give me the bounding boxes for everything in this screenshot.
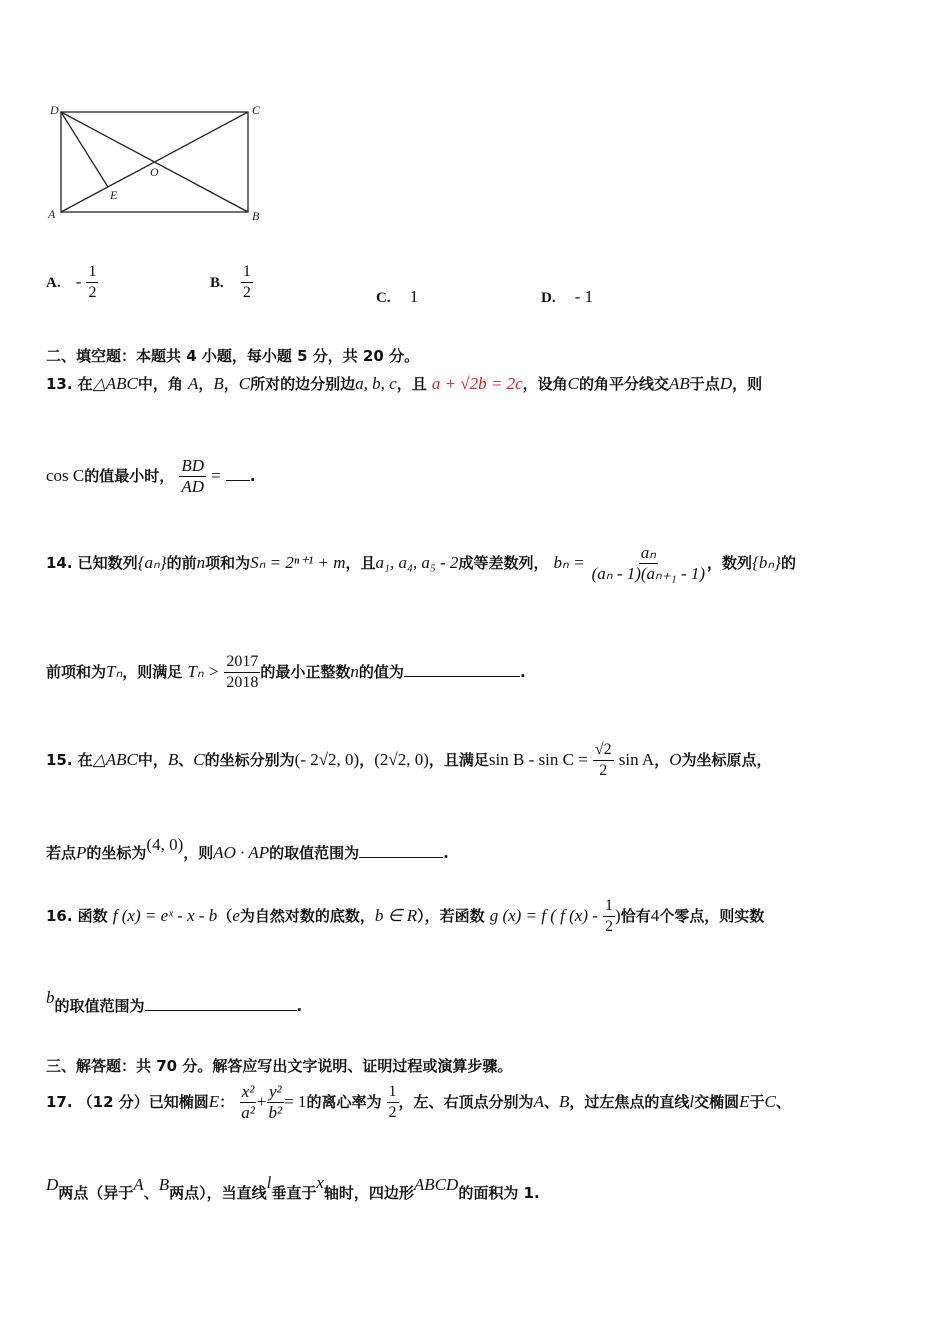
q14-tn: Tₙ <box>106 662 123 681</box>
q17-text: 两点（异于 <box>58 1184 134 1202</box>
q14-inequality: Tₙ > <box>187 662 220 681</box>
q14-text: ，则满足 <box>122 663 183 681</box>
q15-text: 中， <box>137 751 168 769</box>
q13-condition: a + √2b = 2c <box>431 374 523 393</box>
label-o: O <box>150 165 159 179</box>
q15-text: ，则 <box>183 844 214 862</box>
q13-var-c: C <box>238 374 251 393</box>
q16-fraction: $\frac{1}{2}$ <box>605 897 614 935</box>
q14-var-n: n <box>350 662 359 681</box>
q16-var-b: b <box>46 988 55 1007</box>
q15-answer-blank[interactable] <box>359 843 443 858</box>
option-c-key: C. <box>376 290 391 306</box>
q17-ellipse-e: E <box>739 1092 750 1111</box>
q15-dot-product: AO · AP <box>213 843 270 862</box>
option-d-value: - 1 <box>574 287 594 306</box>
q15-triangle: △ABC <box>92 750 138 769</box>
q15-equation-left: sin B - sin C = <box>488 750 588 769</box>
segment-de <box>61 112 108 187</box>
q15-line1: 15. 在△ABC中，B、C的坐标分别为(- 2√2, 0)，(2√2, 0)，且满足sin B - sin C = $\frac{√2}{2}$ sin A，O为坐标原点， <box>46 741 772 779</box>
q14-sequence-b: {bₙ} <box>752 553 781 572</box>
q14-text: 前项和为 <box>46 663 107 681</box>
q13-line1: 13. 在△ABC中，角 A，B，C所对的边分别边a, b, c，且 a + √2b = 2c，设角C的角平分线交AB于点D，则 <box>46 374 763 393</box>
q14-sum-formula: Sₙ = 2ⁿ⁺¹ + m <box>250 553 346 572</box>
label-a: A <box>48 207 56 221</box>
q14-bn: bₙ = <box>553 553 585 572</box>
q17-axis-x: x <box>316 1173 324 1192</box>
q17-text: 的面积为 1. <box>458 1184 540 1202</box>
q17-ellipse-e: E <box>208 1092 220 1111</box>
q15-point-b: B <box>167 750 179 769</box>
q17-text: 轴时，四边形 <box>323 1184 414 1202</box>
q15-coord-c: (2√2, 0) <box>374 750 429 769</box>
q17-line-l: l <box>689 1092 695 1111</box>
q16-number: 16. <box>46 907 73 925</box>
q13-var-c: C <box>567 374 579 393</box>
q17-line2: D两点（异于A、B两点），当直线l垂直于x轴时，四边形ABCD的面积为 1. <box>46 1173 540 1202</box>
q17-y-fraction: $\frac{\text{y²}}{\text{b²}}$ <box>268 1082 283 1122</box>
q14-text: 的前 <box>166 554 197 572</box>
label-c: C <box>252 103 261 117</box>
q17-text: 交椭圆 <box>694 1093 740 1111</box>
q14-line1 <box>46 543 796 584</box>
q16-text: ），若函数 <box>417 907 485 925</box>
q15-text: 的取值范围为 <box>269 844 360 862</box>
q13-triangle: △ABC <box>92 374 138 393</box>
option-d[interactable] <box>541 287 593 307</box>
q15-text: 在 <box>77 751 93 769</box>
q16-function-f: f (x) = eˣ - x - b <box>112 906 218 925</box>
q17-point-a: A <box>133 1175 144 1194</box>
rectangle-figure <box>44 98 274 226</box>
q14-bn-fraction: $\frac{\text{aₙ}}{\text{(aₙ - 1)(aₙ₊₁ - 1)}}$ <box>591 543 706 583</box>
option-a[interactable] <box>46 262 98 303</box>
q14-text: 项和为 <box>205 554 251 572</box>
q13-fraction: $\frac{BD}{AD}$ <box>181 456 205 496</box>
q17-text: 两点），当直线 <box>169 1184 267 1202</box>
q15-text: 为坐标原点， <box>681 751 772 769</box>
option-b-fraction: $\frac{1}{2}$ <box>242 263 251 301</box>
q14-answer-blank[interactable] <box>404 662 520 677</box>
q15-coord-b: (- 2√2, 0) <box>294 750 360 769</box>
q15-point-p: P <box>76 843 87 862</box>
q13-var-a: A <box>187 374 199 393</box>
q16-four: 4 <box>650 906 660 925</box>
q17-text: 垂直于 <box>271 1184 317 1202</box>
q17-point-d: D <box>46 1175 59 1194</box>
q15-origin: O <box>669 750 682 769</box>
q16-function-g: g (x) = f ( f (x) - <box>489 906 598 925</box>
q15-coord-p: (4, 0) <box>146 835 184 854</box>
q14-text: 成等差数列， <box>458 554 549 572</box>
q15-line2: 若点P的坐标为(4, 0)，则AO · AP的取值范围为 . <box>46 835 449 862</box>
label-b: B <box>252 209 260 223</box>
q17-number: 17. <box>46 1093 73 1111</box>
option-c[interactable] <box>376 287 418 307</box>
q13-text: 中，角 <box>137 375 183 393</box>
q14-sequence-a: {aₙ} <box>137 553 167 572</box>
q16-text: 的取值范围为 <box>54 997 145 1015</box>
q15-text: 的坐标为 <box>86 844 147 862</box>
q13-segment-ab: AB <box>669 374 690 393</box>
q16-text: 函数 <box>77 907 108 925</box>
q13-text: 所对的边分别边 <box>250 375 356 393</box>
q14-text: ，且 <box>345 554 376 572</box>
q13-cos: cos C <box>46 466 85 485</box>
q14-terms: a₁, a₄, a₅ - 2 <box>375 553 459 572</box>
option-a-sign: - <box>75 272 82 291</box>
q13-text: ，设角 <box>522 375 568 393</box>
q17-text: （12 分）已知椭圆 <box>77 1093 209 1111</box>
q14-text: ，数列 <box>707 554 753 572</box>
option-d-key: D. <box>541 290 556 306</box>
q17-text: ，左、右顶点分别为 <box>398 1093 534 1111</box>
q14-var-n: n <box>196 553 206 572</box>
q16-b-in-r: b ∈ R <box>374 906 418 925</box>
q14-line2: 前项和为Tₙ，则满足 Tₙ > $\frac{2017}{2018}$ 的最小正整数n的值为 . <box>46 653 526 691</box>
q16-var-e: e <box>232 906 240 925</box>
q17-text: 于 <box>749 1093 765 1111</box>
q16-line2: b的取值范围为 . <box>46 988 303 1015</box>
option-b[interactable] <box>210 262 253 303</box>
q16-answer-blank[interactable] <box>145 996 297 1011</box>
q15-equation-right: sin A <box>618 750 655 769</box>
q13-answer-blank[interactable] <box>226 466 250 481</box>
q13-sides: a, b, c <box>355 374 397 393</box>
q13-line2: cos C的值最小时， $\frac{BD}{AD}$ = . <box>46 456 256 496</box>
q15-text: 若点 <box>46 844 77 862</box>
q17-point-b: B <box>158 1175 170 1194</box>
q17-line1: 17. （12 分）已知椭圆E： $\frac{\text{x²}}{\text{a²}}$ + $\frac{\text{y²}}{\text{b²}}$ = 1的离心率为 $\frac{1}{2}$ ，左、右顶点分别为A、B，过左焦点的直线l交椭圆E于C、 <box>46 1082 791 1122</box>
q13-equals: = <box>211 466 221 485</box>
option-a-key: A. <box>46 275 61 291</box>
option-c-value: 1 <box>409 287 419 306</box>
option-b-key: B. <box>210 275 224 291</box>
q14-number: 14. <box>46 554 73 572</box>
label-d: D <box>50 103 59 117</box>
section3-heading: 三、解答题：共 70 分。解答应写出文字说明、证明过程或演算步骤。 <box>46 1057 513 1075</box>
q16-text: 为自然对数的底数， <box>239 907 375 925</box>
q17-point-c: C <box>764 1092 776 1111</box>
q16-text: 恰有 <box>620 907 651 925</box>
q15-number: 15. <box>46 751 73 769</box>
q14-ineq-fraction: $\frac{2017}{2018}$ <box>226 653 259 691</box>
option-a-fraction: $\frac{1}{2}$ <box>88 263 97 301</box>
q13-text: 的值最小时， <box>84 467 175 485</box>
q13-text: 在 <box>77 375 93 393</box>
q17-eccentricity: $\frac{1}{2}$ <box>388 1083 397 1121</box>
q13-var-b: B <box>213 374 224 393</box>
q17-quadrilateral: ABCD <box>413 1175 459 1194</box>
q14-text: 的最小正整数 <box>260 663 351 681</box>
q13-number: 13. <box>46 375 73 393</box>
q16-line1: 16. 函数 f (x) = eˣ - x - b（e为自然对数的底数，b ∈ R），若函数 g (x) = f ( f (x) - $\frac{1}{2}$ )恰有4个零点，则实数 <box>46 897 765 935</box>
q17-text: 的离心率为 <box>306 1093 382 1111</box>
q14-text: 的 <box>780 554 796 572</box>
q17-line-l: l <box>266 1173 272 1192</box>
q17-x-fraction: $\frac{\text{x²}}{\text{a²}}$ <box>241 1082 255 1122</box>
q16-text: 个零点，则实数 <box>659 907 765 925</box>
q13-text: ，且 <box>396 375 427 393</box>
q13-point-d: D <box>719 374 733 393</box>
q15-point-c: C <box>193 750 205 769</box>
q13-text: ，则 <box>732 375 763 393</box>
q13-text: 的角平分线交 <box>579 375 670 393</box>
q17-text: ，过左焦点的直线 <box>569 1093 690 1111</box>
q14-text: 的值为 <box>358 663 404 681</box>
q13-text: 于点 <box>689 375 720 393</box>
q17-point-a: A <box>533 1092 544 1111</box>
q15-text: 的坐标分别为 <box>204 751 295 769</box>
q14-text: 已知数列 <box>77 554 138 572</box>
q15-fraction: $\frac{√2}{2}$ <box>594 741 612 779</box>
q15-text: ，且满足 <box>428 751 489 769</box>
section2-heading: 二、填空题：本题共 4 小题，每小题 5 分，共 20 分。 <box>46 347 420 365</box>
q17-point-b: B <box>558 1092 570 1111</box>
label-e: E <box>110 188 118 202</box>
